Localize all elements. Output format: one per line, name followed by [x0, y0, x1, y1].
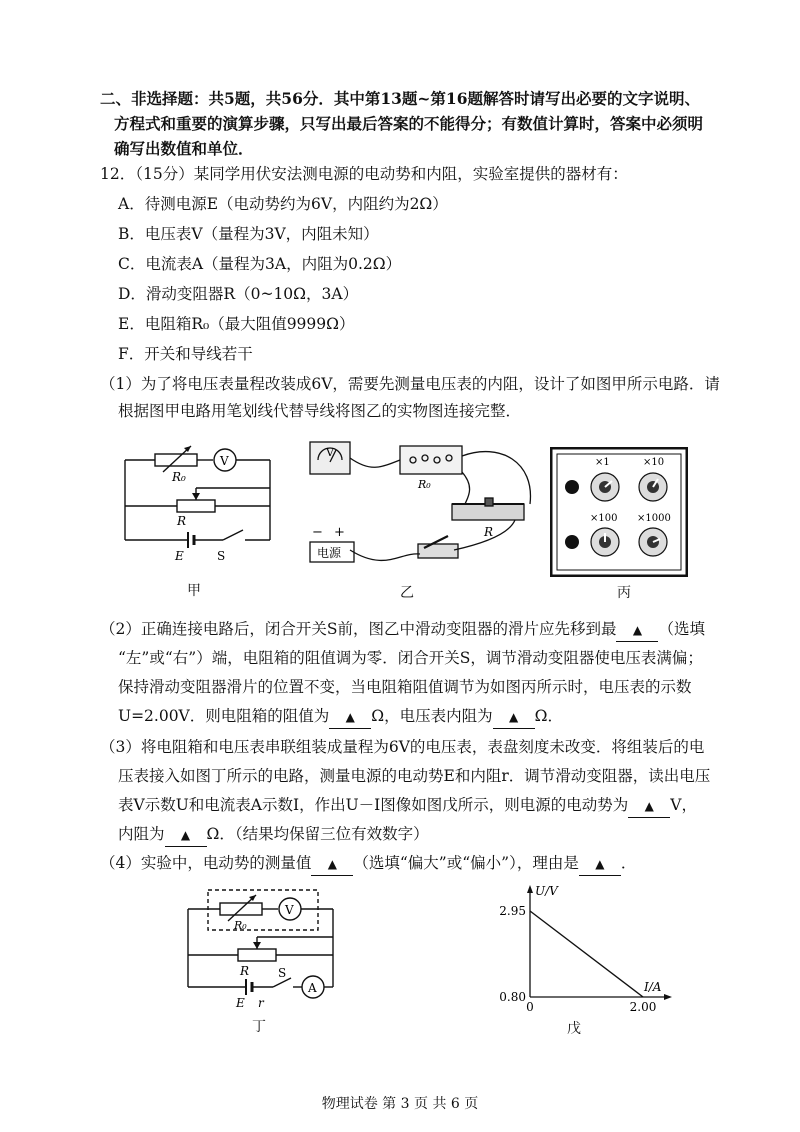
part2-text-e: Ω．	[534, 707, 563, 725]
part2-text-c: U=2.00V．则电阻箱的阻值为	[118, 707, 330, 725]
part2-line3: 保持滑动变阻器滑片的位置不变，当电阻箱阻值调节为如图丙所示时，电压表的示数	[118, 678, 692, 696]
answer-blank-1[interactable]	[616, 618, 658, 642]
ding-label-e: E	[236, 996, 245, 1010]
option-a: A．待测电源E（电动势约为6V，内阻约为2Ω）	[118, 195, 448, 213]
caption-wu: 戊	[567, 1021, 581, 1037]
x-axis-arrow	[664, 994, 672, 1000]
caption-bing: 丙	[617, 585, 631, 601]
part4-text-a: （4）实验中，电动势的测量值	[100, 854, 312, 872]
part2-text-b: （选填	[658, 620, 705, 638]
x-tick-label-end: 2.00	[629, 1000, 657, 1014]
jia-label-s: S	[217, 549, 226, 563]
bing-label-x100: ×100	[590, 513, 618, 524]
answer-blank-7[interactable]	[579, 852, 621, 876]
yi-label-power: 电源	[317, 546, 342, 560]
part3-text-c: 内阻为	[118, 825, 165, 843]
answer-blank-4[interactable]	[628, 794, 670, 818]
part3-text-b: V，	[670, 796, 697, 814]
part1-line1: （1）为了将电压表量程改装成6V，需要先测量电压表的内阻，设计了如图甲所示电路．请	[100, 375, 720, 393]
yi-label-r: R	[484, 525, 494, 539]
x-axis-label: I/A	[644, 980, 662, 994]
section-header-line2: 方程式和重要的演算步骤，只写出最后答案的不能得分；有数值计算时，答案中必须明	[114, 114, 704, 133]
yi-label-r0: R₀	[418, 478, 431, 491]
triangle-marker: ▲	[595, 857, 605, 871]
part2-line2: “左”或“右”）端，电阻箱的阻值调为零．闭合开关S，调节滑动变阻器使电压表满偏；	[118, 649, 703, 667]
series-line	[530, 911, 643, 997]
part3-line4	[118, 823, 429, 847]
y-axis-label: U/V	[535, 884, 558, 898]
answer-blank-3[interactable]	[493, 705, 535, 729]
jia-label-e: E	[175, 549, 184, 563]
jia-label-v: V	[220, 454, 229, 468]
part3-line1: （3）将电阻箱和电压表串联组装成量程为6V的电压表，表盘刻度未改变．将组装后的电	[100, 738, 705, 756]
triangle-marker: ▲	[632, 623, 643, 637]
part2-text-a: （2）正确连接电路后，闭合开关S前，图乙中滑动变阻器的滑片应先移到最	[100, 620, 617, 638]
yi-label-minus: −	[312, 525, 323, 540]
ding-label-s: S	[278, 966, 287, 980]
ding-label-r-internal: r	[258, 996, 264, 1010]
figure-bing-resistance-box	[550, 447, 688, 577]
question-stem: 12．（15分）某同学用伏安法测电源的电动势和内阻，实验室提供的器材有：	[100, 165, 628, 183]
jia-label-r: R	[177, 514, 187, 528]
option-b: B．电压表V（量程为3V，内阻未知）	[118, 225, 379, 243]
triangle-marker: ▲	[644, 799, 654, 813]
part2-line4	[118, 705, 563, 729]
ding-label-r: R	[240, 964, 250, 978]
jia-label-r0: R₀	[172, 470, 186, 484]
ding-label-a: A	[308, 981, 317, 995]
ding-label-r0: R₀	[234, 919, 247, 932]
option-d: D．滑动变阻器R（0~10Ω，3A）	[118, 285, 359, 303]
bing-label-x10: ×10	[643, 457, 665, 468]
section-header-line1: 二、非选择题：共5题，共56分．其中第13题~第16题解答时请写出必要的文字说明、	[100, 89, 700, 108]
bing-label-x1: ×1	[595, 457, 610, 468]
page-footer: 物理试卷 第 3 页 共 6 页	[321, 1096, 479, 1112]
yi-label-plus: +	[334, 525, 345, 540]
part4-line	[100, 852, 636, 876]
part3-text-a: 表V示数U和电流表A示数I，作出U－I图像如图戊所示，则电源的电动势为	[118, 796, 629, 814]
option-f: F．开关和导线若干	[118, 345, 253, 363]
figure-yi-apparatus	[300, 432, 545, 577]
part2-text-d: Ω，电压表内阻为	[371, 707, 493, 725]
part3-line3	[118, 794, 697, 818]
part4-text-b: （选填“偏大”或“偏小”），理由是	[353, 854, 579, 872]
y-axis-arrow	[527, 885, 533, 893]
triangle-marker: ▲	[509, 710, 519, 724]
caption-yi: 乙	[400, 585, 414, 601]
part4-text-c: ．	[620, 854, 637, 872]
yi-label-v: V	[326, 446, 334, 459]
section-header-line3: 确写出数值和单位．	[114, 139, 254, 158]
part2-line1	[100, 618, 705, 642]
y-tick-label-top: 2.95	[499, 904, 526, 918]
figure-ding-circuit	[178, 885, 348, 1010]
x-tick-label-origin: 0	[526, 1000, 534, 1014]
caption-ding: 丁	[252, 1019, 266, 1035]
y-tick-label-bottom: 0.80	[499, 990, 526, 1004]
bing-label-x1000: ×1000	[637, 513, 671, 524]
part3-text-d: Ω．（结果均保留三位有效数字）	[206, 825, 429, 843]
option-c: C．电流表A（量程为3A，内阻为0.2Ω）	[118, 255, 402, 273]
answer-blank-6[interactable]	[311, 852, 353, 876]
triangle-marker: ▲	[345, 710, 355, 724]
figure-wu-ui-chart	[490, 882, 680, 1022]
part3-line2: 压表接入如图丁所示的电路，测量电源的电动势E和内阻r．调节滑动变阻器，读出电压	[118, 767, 711, 785]
figure-jia-circuit	[115, 440, 285, 565]
option-e: E．电阻箱R₀（最大阻值9999Ω）	[118, 315, 355, 333]
triangle-marker: ▲	[180, 828, 191, 842]
ding-label-v: V	[285, 903, 294, 917]
answer-blank-5[interactable]	[165, 823, 207, 847]
answer-blank-2[interactable]	[329, 705, 371, 729]
caption-jia: 甲	[187, 583, 201, 599]
triangle-marker: ▲	[327, 857, 337, 871]
part1-line2: 根据图甲电路用笔划线代替导线将图乙的实物图连接完整．	[118, 402, 522, 420]
